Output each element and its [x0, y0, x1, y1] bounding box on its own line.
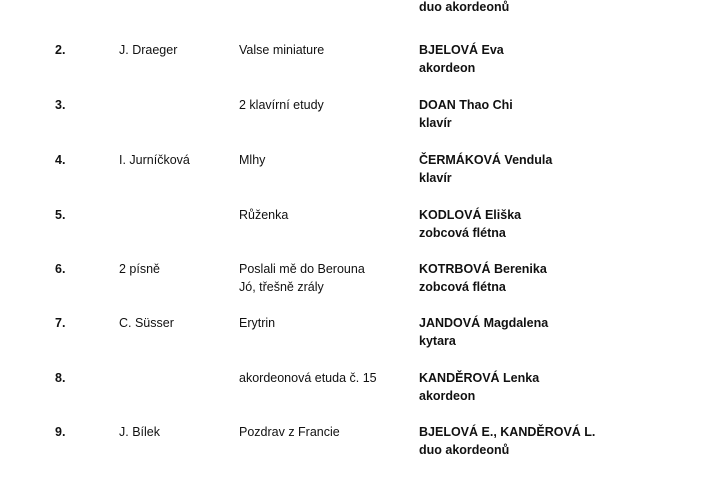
piece-line: Valse miniature [239, 43, 325, 57]
row-number: 4. [55, 153, 66, 167]
composer: I. Jurníčková [119, 153, 190, 167]
performer-name: KODLOVÁ Eliška [419, 208, 522, 222]
piece-line: 2 klavírní etudy [239, 98, 324, 112]
piece-line: Erytrin [239, 316, 276, 330]
piece-line: Růženka [239, 208, 289, 222]
program-row [0, 0, 711, 20]
piece-line [239, 224, 288, 242]
piece-line [239, 332, 275, 350]
piece [239, 151, 265, 187]
piece-line [239, 387, 377, 405]
performer-instrument: zobcová flétna [419, 280, 506, 294]
piece [239, 369, 377, 405]
piece-line [239, 441, 340, 459]
performer-name: KANDĚROVÁ Lenka [419, 371, 540, 385]
composer: C. Süsser [119, 316, 174, 330]
performer-name: BJELOVÁ Eva [419, 43, 504, 57]
program-row [0, 314, 711, 354]
piece [239, 206, 288, 242]
performer-name: ČERMÁKOVÁ Vendula [419, 153, 553, 167]
piece [239, 423, 340, 459]
row-number: 5. [55, 208, 66, 222]
row-number: 3. [55, 98, 66, 112]
piece-line [239, 114, 324, 132]
performer-instrument: kytara [419, 334, 456, 348]
performer-instrument: akordeon [419, 61, 476, 75]
program-row [0, 96, 711, 136]
row-number: 6. [55, 262, 66, 276]
piece-line [239, 59, 324, 77]
piece [239, 314, 275, 350]
row-number: 8. [55, 371, 66, 385]
performer [419, 96, 513, 132]
piece-line: Mlhy [239, 153, 266, 167]
composer: J. Bílek [119, 425, 160, 439]
performer-instrument: klavír [419, 116, 452, 130]
row-number: 9. [55, 425, 66, 439]
piece-line: Jó, třešně zrály [239, 280, 324, 294]
performer [419, 41, 504, 77]
performer [419, 314, 548, 350]
performer-instrument: duo akordeonů [419, 443, 510, 457]
program-row [0, 206, 711, 246]
piece [239, 260, 365, 296]
program-row [0, 151, 711, 191]
performer [419, 369, 539, 405]
performer [419, 0, 509, 16]
composer: 2 písně [119, 262, 161, 276]
piece-line: Pozdrav z Francie [239, 425, 340, 439]
program-row [0, 369, 711, 409]
piece [239, 41, 324, 77]
performer-instrument: akordeon [419, 389, 476, 403]
program-row [0, 423, 711, 463]
program-row [0, 260, 711, 300]
piece-line: akordeonová etuda č. 15 [239, 371, 377, 385]
performer-name: BJELOVÁ E., KANDĚROVÁ L. [419, 425, 596, 439]
performer [419, 423, 595, 459]
piece [239, 96, 324, 132]
composer: J. Draeger [119, 43, 178, 57]
performer-name: KOTRBOVÁ Berenika [419, 262, 547, 276]
performer [419, 151, 552, 187]
performer-instrument: zobcová flétna [419, 226, 506, 240]
piece-line: Poslali mě do Berouna [239, 262, 365, 276]
row-number: 2. [55, 43, 66, 57]
row-number: 7. [55, 316, 66, 330]
performer [419, 206, 521, 242]
program-row [0, 41, 711, 81]
performer-instrument: klavír [419, 171, 452, 185]
piece-line [239, 169, 265, 187]
performer-name: DOAN Thao Chi [419, 98, 513, 112]
performer-instrument: duo akordeonů [419, 0, 510, 14]
performer [419, 260, 547, 296]
performer-name: JANDOVÁ Magdalena [419, 316, 549, 330]
